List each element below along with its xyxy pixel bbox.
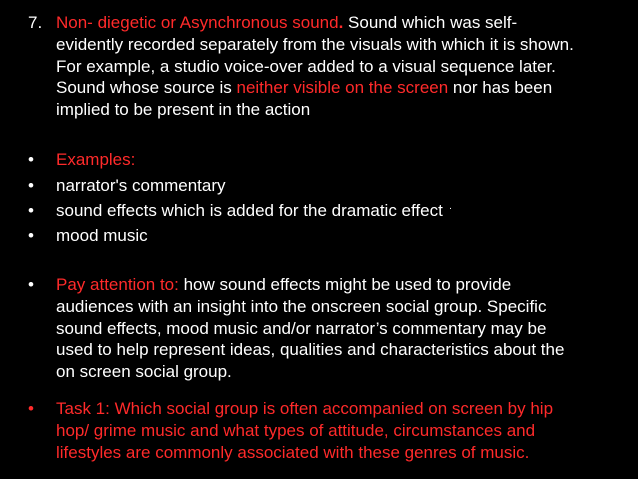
examples-heading: Examples:	[56, 150, 136, 169]
item7-line-3: For example, a studio voice-over added to a visual sequence later.	[56, 56, 556, 76]
task-line-2: hop/ grime music and what types of attitude, circumstances and	[56, 420, 536, 440]
examples-item-bullet-1: •	[28, 176, 34, 195]
attention-text-1: how sound effects might be used to provide	[178, 275, 512, 294]
attention-line-4: used to help represent ideas, qualities and characteristics about the	[56, 340, 565, 360]
task-line-3: lifestyles are commonly associated with these genres of music.	[56, 442, 530, 462]
attention-line-5: on screen social group.	[56, 362, 232, 382]
item7-line-2: evidently recorded separately from the visuals with which it is shown.	[56, 34, 574, 54]
examples-item-bullet-3: •	[28, 226, 34, 245]
examples-item-1: narrator's commentary	[56, 176, 226, 195]
item7-heading: Non- diegetic or Asynchronous sound	[56, 13, 339, 32]
item7-line-4	[56, 77, 574, 99]
attention-label: Pay attention to:	[56, 275, 179, 294]
item7-paragraph	[56, 12, 574, 121]
examples-item-3: mood music	[56, 226, 148, 245]
attention-line-2: audiences with an insight into the onscreen social group. Specific	[56, 296, 547, 316]
item7-text-1: Sound which was self-	[343, 13, 518, 32]
attention-line-1	[56, 274, 564, 296]
examples-item-bullet-2: •	[28, 201, 34, 220]
task-bullet: •	[28, 399, 34, 418]
item7-line-1	[56, 12, 574, 34]
stray-mark: ·	[448, 203, 453, 214]
item7-text-4a: Sound whose source is	[56, 78, 237, 98]
item7-text-4b: nor has been	[448, 78, 553, 98]
attention-line-3: sound effects, mood music and/or narrator’s commentary may be	[56, 318, 547, 338]
task-line-1: Task 1: Which social group is often accompanied on screen by hip	[56, 399, 554, 418]
examples-item-2: sound effects which is added for the dramatic effect	[56, 201, 443, 220]
attention-paragraph	[56, 274, 564, 383]
item7-line-5: implied to be present in the action	[56, 100, 311, 120]
examples-bullet: •	[28, 150, 34, 169]
item7-highlight: neither visible on the screen	[236, 78, 449, 98]
examples-item-2-line	[56, 200, 452, 225]
task-paragraph	[56, 398, 553, 463]
item7-number: 7.	[28, 13, 43, 32]
item7-heading-period: .	[338, 13, 344, 32]
attention-bullet: •	[28, 275, 34, 294]
